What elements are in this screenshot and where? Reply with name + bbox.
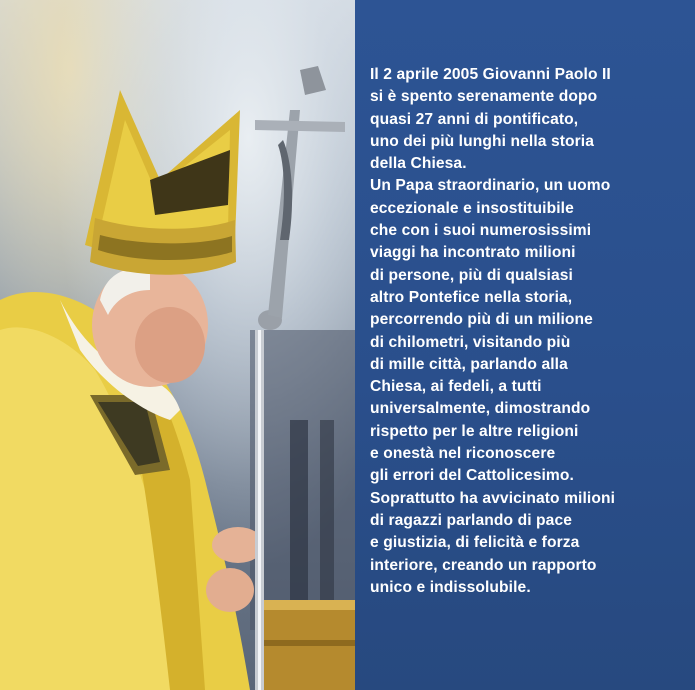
text-line: quasi 27 anni di pontificato, xyxy=(370,110,579,128)
text-line: Soprattutto ha avvicinato milioni xyxy=(370,489,616,507)
text-line: Un Papa straordinario, un uomo xyxy=(370,177,611,195)
text-line: uno dei più lunghi nella storia xyxy=(370,132,595,150)
text-line: di persone, più di qualsiasi xyxy=(370,266,573,284)
text-line: di chilometri, visitando più xyxy=(370,333,571,351)
text-line: si è spento serenamente dopo xyxy=(370,88,598,106)
text-line: interiore, creando un rapporto xyxy=(370,556,597,574)
text-line: della Chiesa. xyxy=(370,155,467,173)
text-line: universalmente, dimostrando xyxy=(370,400,591,418)
tribute-text xyxy=(370,64,688,599)
text-line: altro Pontefice nella storia, xyxy=(370,288,573,306)
text-line: percorrendo più di un milione xyxy=(370,311,593,329)
text-line: Il 2 aprile 2005 Giovanni Paolo II xyxy=(370,66,611,83)
text-line: rispetto per le altre religioni xyxy=(370,422,579,440)
text-panel xyxy=(355,0,695,690)
text-line: che con i suoi numerosissimi xyxy=(370,222,592,240)
text-line: e giustizia, di felicità e forza xyxy=(370,534,580,552)
text-line: viaggi ha incontrato milioni xyxy=(370,244,576,262)
text-line: gli errori del Cattolicesimo. xyxy=(370,467,574,485)
text-line: di ragazzi parlando di pace xyxy=(370,511,572,529)
text-line: e onestà nel riconoscere xyxy=(370,445,556,463)
text-line: Chiesa, ai fedeli, a tutti xyxy=(370,378,542,396)
text-line: unico e indissolubile. xyxy=(370,578,531,596)
text-line: eccezionale e insostituibile xyxy=(370,199,574,217)
text-line: di mille città, parlando alla xyxy=(370,355,568,373)
